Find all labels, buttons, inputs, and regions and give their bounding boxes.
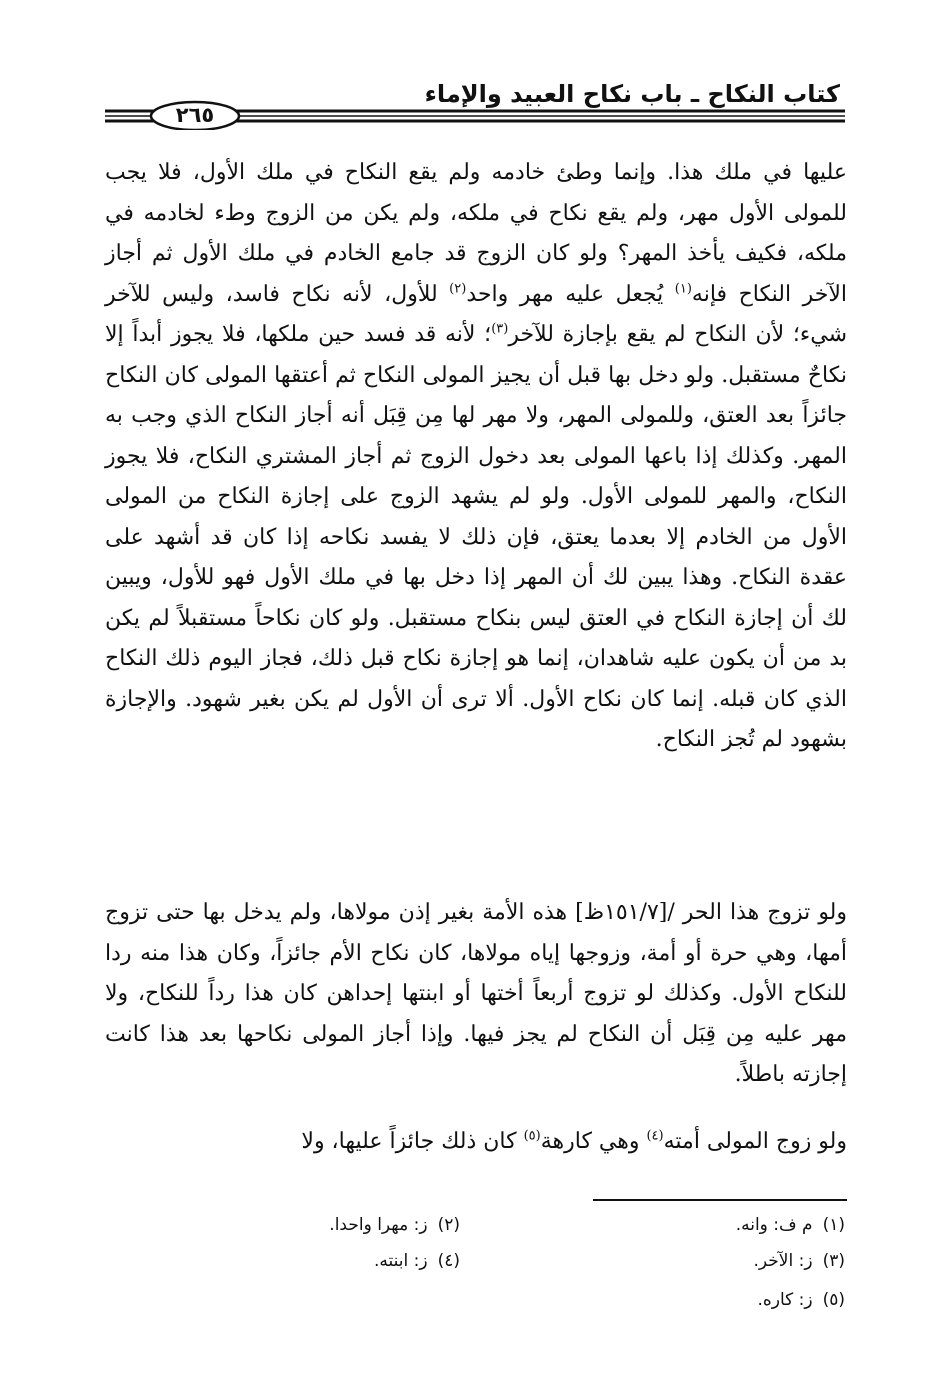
footnote-separator xyxy=(593,1199,847,1201)
paragraph-1-text-c: للأول، لأنه نكاح فاسد، وليس للآخر شيء؛ لأن النكاح لم يقع بإجازة للآخر xyxy=(105,281,848,347)
footnote-2 xyxy=(329,1215,460,1235)
paragraph-3-text-b: وهي كارهة xyxy=(540,1129,647,1154)
footnote-ref-1: (١) xyxy=(674,281,692,297)
footnote-1 xyxy=(736,1215,845,1235)
footnote-text: ز: ابنته. xyxy=(374,1251,428,1271)
footnote-number: (٣) xyxy=(822,1251,845,1271)
paragraph-1 xyxy=(105,153,847,761)
footnote-number: (٢) xyxy=(437,1215,460,1235)
footnote-number: (١) xyxy=(822,1215,845,1235)
footnote-ref-5: (٥) xyxy=(523,1128,541,1144)
footnote-ref-3: (٣) xyxy=(491,321,509,337)
paragraph-1-text-a: عليها في ملك هذا. وإنما وطئ خادمه ولم يقع النكاح في ملك الأول، فلا يجب للمولى الأول مهر، ولم يقع نكاح في ملكه، ولم يكن من الزوج وطء لخادمه في ملكه، فكيف يأخذ المهر؟ ولو كان الزوج قد جامع الخادم في ملك الأول ثم أجاز الآخر النكاح فإنه xyxy=(105,160,847,307)
page-number: ٢٦٥ xyxy=(175,103,215,127)
paragraph-1-text-b: يُجعل عليه مهر واحد xyxy=(466,281,675,307)
footnote-ref-2: (٢) xyxy=(449,281,467,297)
footnote-4 xyxy=(374,1251,460,1271)
paragraph-3 xyxy=(105,1122,847,1163)
paragraph-1-text-d: ؛ لأنه قد فسد حين ملكها، فلا يجوز أبداً إلا نكاحٌ مستقبل. ولو دخل بها قبل أن يجيز المولى النكاح ثم أعتقها المولى كان النكاح جائزاً بعد العتق، وللمولى المهر، ولا مهر لها مِن قِبَل أنه أجاز النكاح الذي وجب به المهر. وكذلك إذا باعها المولى بعد دخول الزوج ثم أجاز المشتري النكاح، فلا يجوز النكاح، والمهر للمولى الأول. ولو لم يشهد الزوج على إجازة النكاح من المولى الأول من الخادم إلا بعدما يعتق، فإن ذلك لا يفسد نكاحه إذا كان قد أشهد على عقدة النكاح. وهذا يبين لك أن المهر إذا دخل بها في ملك الأول فهو للأول، ويبين لك أن إجازة النكاح في العتق ليس بنكاح مستقبل. ولو كان نكاحاً مستقبلاً لم يكن بد من أن يكون عليه شاهدان، إنما هو إجازة نكاح قبل ذلك، فجاز اليوم ذلك النكاح الذي كان قبله. إنما كان نكاح الأول. ألا ترى أن الأول لم يكن بغير شهود. والإجازة بشهود لم تُجز النكاح. xyxy=(105,322,847,752)
paragraph-2: ولو تزوج هذا الحر /[١٥١/٧ظ] هذه الأمة بغير إذن مولاها، ولم يدخل بها حتى تزوج أمها، وهي حرة أو أمة، وزوجها إياه مولاها، كان نكاح الأم جائزاً، وكان هذا منه ردا للنكاح الأول. وكذلك لو تزوج أربعاً أختها أو ابنتها إحداهن كان هذا رداً للنكاح، ولا مهر عليه مِن قِبَل أن النكاح لم يجز فيها. وإذا أجاز المولى نكاحها بعد هذا كانت إجازته باطلاً. xyxy=(105,900,848,1087)
footnote-text: م ف: وانه. xyxy=(735,1215,813,1235)
footnote-ref-4: (٤) xyxy=(646,1128,664,1144)
footnote-text: ز: مهرا واحدا. xyxy=(329,1215,428,1235)
paragraph-3-text-c: كان ذلك جائزاً عليها، ولا xyxy=(301,1129,524,1154)
running-header-title: كتاب النكاح ـ باب نكاح العبيد والإماء xyxy=(424,80,840,108)
footnote-text: ز: كاره. xyxy=(757,1290,813,1310)
footnote-5 xyxy=(757,1290,845,1310)
footnote-number: (٤) xyxy=(437,1251,460,1271)
paragraph-3-text-a: ولو زوج المولى أمته xyxy=(663,1129,847,1154)
footnote-number: (٥) xyxy=(822,1290,845,1310)
footnote-text: ز: الآخر. xyxy=(753,1251,813,1271)
footnote-3 xyxy=(754,1251,845,1271)
